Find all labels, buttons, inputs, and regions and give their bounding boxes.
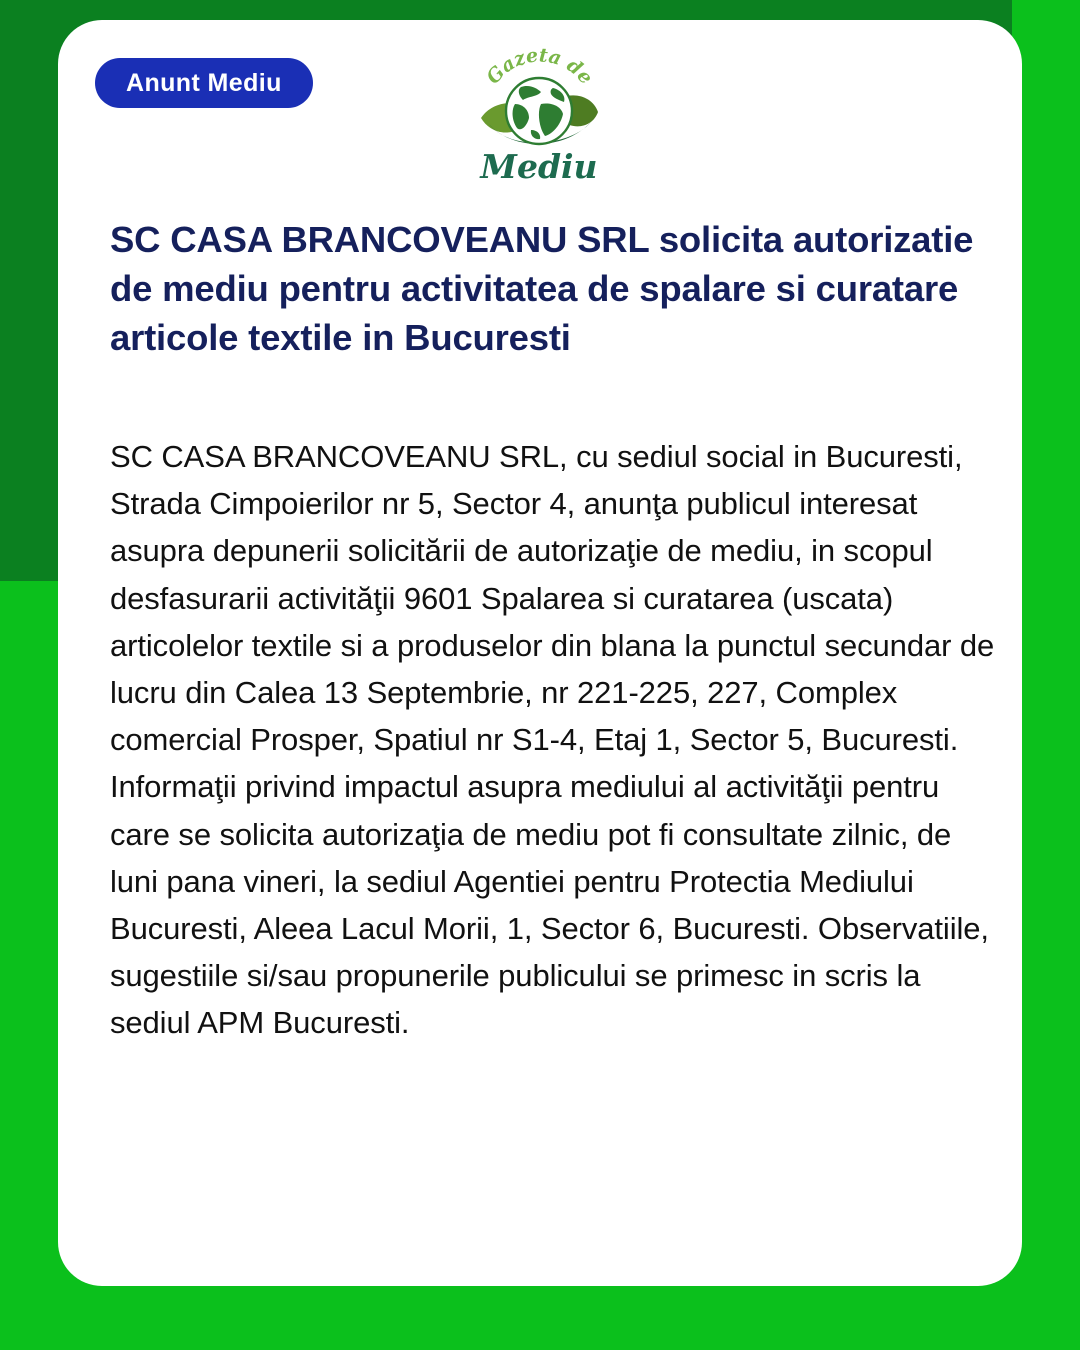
logo-bottom-text: Mediu xyxy=(480,147,598,186)
page-title: SC CASA BRANCOVEANU SRL solicita autorizatie de mediu pentru activitatea de spalare si curatare articole textile in Bucuresti xyxy=(110,219,974,359)
announcement-body: SC CASA BRANCOVEANU SRL, cu sediul social in Bucuresti, Strada Cimpoierilor nr 5, Sector 4, anunţa publicul interesat asupra depunerii solicitării de autorizaţie de mediu, in scopul desfasurarii activităţii 9601 Spalarea si curatarea (uscata) articolelor textile si a produselor din blana la punctul secundar de lucru din Calea 13 Septembrie, nr 221-225, 227, Complex comercial Prosper, Spatiul nr S1-4, Etaj 1, Sector 5, Bucuresti. Informaţii privind impactul asupra mediului al activităţii pentru care se solicita autorizaţia de mediu pot fi consultate zilnic, de luni pana vineri, la sediul Agentiei pentru Protectia Mediului Bucuresti, Aleea Lacul Morii, 1, Sector 6, Bucuresti. Observatiile, sugestiile si/sau propunerile publicului se primesc in scris la sediul APM Bucuresti. xyxy=(110,439,995,1041)
category-badge[interactable]: Anunt Mediu xyxy=(95,58,313,108)
announcement-card xyxy=(58,20,1022,1286)
globe-icon xyxy=(506,78,572,144)
gazeta-de-mediu-logo xyxy=(467,42,612,187)
logo-top-textpath: Gazeta de xyxy=(482,44,598,89)
card-header xyxy=(58,20,1022,185)
